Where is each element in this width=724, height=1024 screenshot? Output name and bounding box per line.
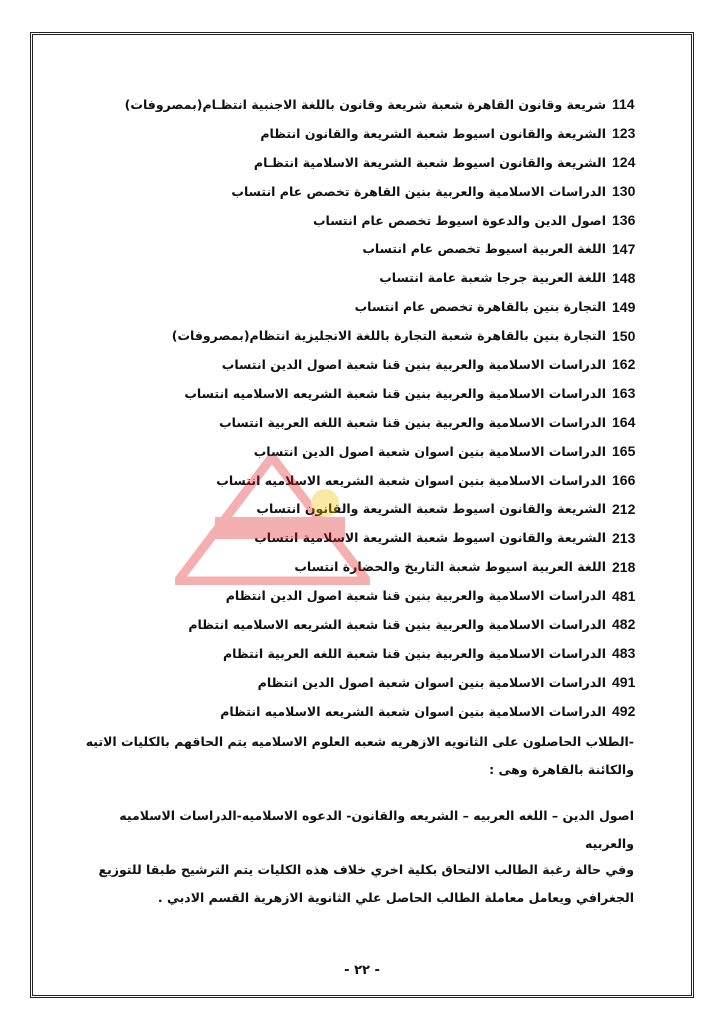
list-item xyxy=(60,90,650,119)
college-name: الدراسات الاسلامية والعربية بنين قنا شعبة الشريعه الاسلاميه انتساب xyxy=(184,385,606,401)
college-name: شريعة وقانون القاهرة شعبة شريعة وقانون باللغة الاجنبية انتظـام(بمصروفات) xyxy=(124,96,606,112)
college-code: 218 xyxy=(612,558,636,575)
college-code: 212 xyxy=(612,500,636,517)
college-name: الشريعة والقانون اسيوط شعبة الشريعة والقانون انتظام xyxy=(260,125,606,141)
list-item xyxy=(60,408,650,437)
list-item xyxy=(60,206,650,235)
college-code: 148 xyxy=(612,269,636,286)
list-item xyxy=(60,581,650,610)
college-code: 165 xyxy=(612,443,636,460)
college-code: 114 xyxy=(612,96,635,113)
college-name: الدراسات الاسلامية والعربية بنين قنا شعبة اصول الدين انتساب xyxy=(221,356,606,372)
college-name: الشريعة والقانون اسيوط شعبة الشريعة الاسلامية انتساب xyxy=(254,530,606,546)
college-name: الدراسات الاسلامية والعربية بنين قنا شعبة اللغه العربية انتظام xyxy=(223,645,606,661)
college-name: اللغة العربية جرجا شعبة عامة انتساب xyxy=(379,270,606,286)
college-code: 130 xyxy=(612,183,636,200)
list-item xyxy=(60,639,650,668)
college-code: 213 xyxy=(612,529,636,546)
list-item xyxy=(60,263,650,292)
list-item xyxy=(60,494,650,523)
college-code: 164 xyxy=(612,414,636,431)
note-paragraph-1: -الطلاب الحاصلون على الثانويه الازهريه شعبه العلوم الاسلاميه يتم الحاقهم بالكليات الاتيه والكائنة بالقاهرة وهى : xyxy=(85,734,634,777)
note-paragraph-2: اصول الدين – اللغه العربيه – الشريعه والقانون- الدعوه الاسلاميه-الدراسات الاسلاميه والعربيه xyxy=(119,808,634,851)
list-item xyxy=(60,119,650,148)
college-code: 136 xyxy=(612,212,636,228)
college-name: الدراسات الاسلامية والعربية بنين القاهرة تخصص عام انتساب xyxy=(231,183,606,199)
list-item xyxy=(60,148,650,177)
college-code-list xyxy=(60,90,650,726)
college-name: الدراسات الاسلامية والعربية بنين قنا شعبة اللغه العربية انتساب xyxy=(219,414,606,430)
college-code: 149 xyxy=(612,298,636,315)
list-item xyxy=(60,292,650,321)
page-number: - ٢٢ - xyxy=(344,963,380,978)
list-item xyxy=(60,234,650,263)
college-code: 162 xyxy=(612,356,636,373)
college-code: 163 xyxy=(612,385,636,402)
college-name: الدراسات الاسلامية والعربية بنين قنا شعبة الشريعه الاسلاميه انتظام xyxy=(188,616,606,632)
list-item xyxy=(60,437,650,466)
list-item xyxy=(60,379,650,408)
college-name: التجارة بنين بالقاهرة شعبة التجارة باللغة الانجليزية انتظام(بمصروفات) xyxy=(171,328,606,344)
list-item xyxy=(60,697,650,726)
college-code: 166 xyxy=(612,472,636,489)
college-name: الشريعة والقانون اسيوط شعبة الشريعة والقانون انتساب xyxy=(256,501,606,517)
list-item xyxy=(60,668,650,697)
college-code: 483 xyxy=(612,645,636,662)
college-code: 124 xyxy=(612,154,636,171)
college-code: 491 xyxy=(612,674,636,691)
college-code: 481 xyxy=(612,587,636,604)
college-name: الشريعة والقانون اسيوط شعبة الشريعة الاسلامية انتظـام xyxy=(253,154,606,170)
list-item xyxy=(60,321,650,350)
note-paragraph-3: وفي حالة رغبة الطالب الالتحاق بكلية اخري خلاف هذه الكليات يتم الترشيح طبقا للتوزيع الجغرافي ويعامل معاملة الطالب الحاصل علي الثانوية الازهرية القسم الادبي . xyxy=(98,862,634,905)
list-item xyxy=(60,350,650,379)
college-name: الدراسات الاسلامية بنين اسوان شعبة اصول الدين انتساب xyxy=(253,443,606,459)
college-name: الدراسات الاسلامية بنين اسوان شعبة الشريعه الاسلاميه انتساب xyxy=(216,472,606,488)
college-name: اللغة العربية اسيوط شعبة التاريخ والحضارة انتساب xyxy=(294,559,606,575)
list-item xyxy=(60,177,650,206)
list-item xyxy=(60,523,650,552)
college-name: اللغة العربية اسيوط تخصص عام انتساب xyxy=(362,241,606,257)
college-name: الدراسات الاسلامية بنين اسوان شعبة اصول الدين انتظام xyxy=(257,674,606,690)
college-code: 482 xyxy=(612,616,636,633)
college-name: التجارة بنين بالقاهرة تخصص عام انتساب xyxy=(354,299,606,315)
college-code: 492 xyxy=(612,703,636,720)
college-code: 147 xyxy=(612,240,636,257)
college-code: 123 xyxy=(612,125,636,142)
list-item xyxy=(60,610,650,639)
college-code: 150 xyxy=(612,327,636,344)
list-item xyxy=(60,466,650,495)
college-name: الدراسات الاسلامية بنين اسوان شعبة الشريعه الاسلاميه انتظام xyxy=(220,703,606,719)
college-name: اصول الدين والدعوة اسيوط تخصص عام انتساب xyxy=(312,212,606,228)
list-item xyxy=(60,552,650,581)
college-name: الدراسات الاسلامية والعربية بنين قنا شعبة اصول الدين انتظام xyxy=(225,588,606,604)
